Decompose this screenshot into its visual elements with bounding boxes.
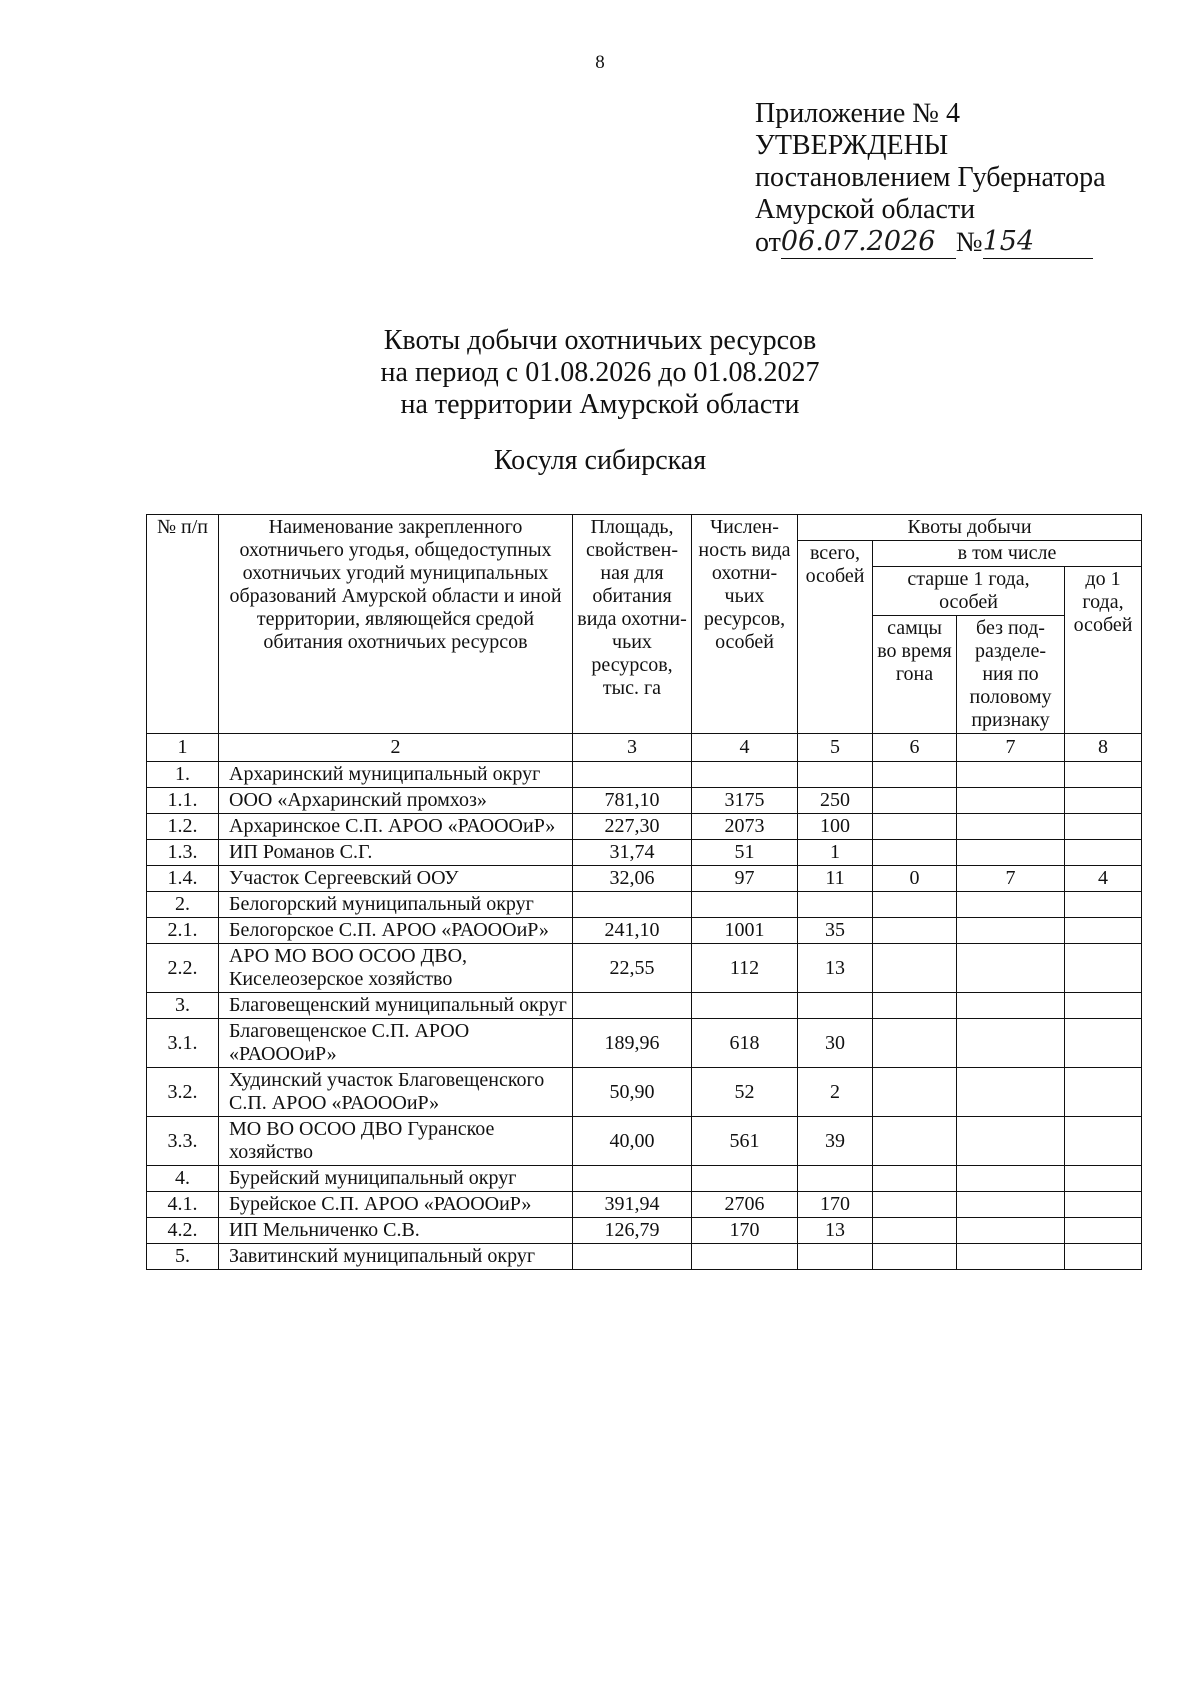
row-area: 32,06 [573, 866, 692, 892]
row-number: 2.2. [147, 944, 219, 993]
row-name: ИП Романов С.Г. [219, 840, 573, 866]
appendix-label: Приложение № 4 [755, 98, 960, 129]
row-males [873, 1192, 957, 1218]
table-row [147, 993, 1142, 1019]
row-males [873, 814, 957, 840]
row-nosex [957, 1218, 1065, 1244]
header-under1: до 1 года, особей [1065, 567, 1142, 734]
row-males [873, 1218, 957, 1244]
row-under1 [1065, 993, 1142, 1019]
row-area: 40,00 [573, 1117, 692, 1166]
date-prefix: от [755, 227, 781, 258]
header-name: Наименование закрепленного охотничьего угодья, общедоступных охотничьих угодий муниципальных образований Амурской области и иной территории, являющейся средой обитания охотничьих ресурсов [219, 515, 573, 734]
approved-label: УТВЕРЖДЕНЫ [755, 130, 949, 161]
row-under1 [1065, 788, 1142, 814]
page-number: 8 [595, 52, 605, 73]
row-total [798, 762, 873, 788]
number-prefix: № [955, 227, 983, 258]
row-population [692, 1244, 798, 1270]
row-population: 2073 [692, 814, 798, 840]
row-population [692, 993, 798, 1019]
row-males: 0 [873, 866, 957, 892]
row-under1 [1065, 1068, 1142, 1117]
col-number: 5 [798, 734, 873, 762]
header-older: старше 1 года, особей [873, 567, 1065, 616]
row-nosex [957, 788, 1065, 814]
row-name: АРО МО ВОО ОСОО ДВО, Киселеозерское хозяйство [219, 944, 573, 993]
row-number: 3. [147, 993, 219, 1019]
row-population: 618 [692, 1019, 798, 1068]
row-total: 11 [798, 866, 873, 892]
row-total: 1 [798, 840, 873, 866]
row-population [692, 892, 798, 918]
header-num: № п/п [147, 515, 219, 734]
row-population [692, 1166, 798, 1192]
row-number: 3.1. [147, 1019, 219, 1068]
table-row [147, 1244, 1142, 1270]
row-under1 [1065, 1218, 1142, 1244]
row-name: Архаринское С.П. АРОО «РАОООиР» [219, 814, 573, 840]
row-population: 97 [692, 866, 798, 892]
row-number: 4.1. [147, 1192, 219, 1218]
row-nosex [957, 892, 1065, 918]
header-including: в том числе [873, 541, 1142, 567]
quota-table [146, 514, 1142, 1270]
table-row [147, 1019, 1142, 1068]
row-total: 100 [798, 814, 873, 840]
row-nosex [957, 1068, 1065, 1117]
row-nosex [957, 840, 1065, 866]
row-name: Благовещенское С.П. АРОО «РАОООиР» [219, 1019, 573, 1068]
row-nosex [957, 918, 1065, 944]
table-row [147, 814, 1142, 840]
region-label: Амурской области [755, 194, 976, 225]
header-population: Числен-ность вида охотни-чьих ресурсов, особей [692, 515, 798, 734]
row-nosex: 7 [957, 866, 1065, 892]
row-number: 5. [147, 1244, 219, 1270]
header-area: Площадь, свойствен-ная для обитания вида охотни-чьих ресурсов, тыс. га [573, 515, 692, 734]
row-number: 3.3. [147, 1117, 219, 1166]
row-number: 1.2. [147, 814, 219, 840]
row-population: 51 [692, 840, 798, 866]
row-total: 250 [798, 788, 873, 814]
row-name: Белогорское С.П. АРОО «РАОООиР» [219, 918, 573, 944]
row-nosex [957, 1192, 1065, 1218]
row-number: 4. [147, 1166, 219, 1192]
row-name: Худинский участок Благовещенского С.П. АРОО «РАОООиР» [219, 1068, 573, 1117]
table-row [147, 1192, 1142, 1218]
approval-block [755, 98, 1106, 259]
col-number: 8 [1065, 734, 1142, 762]
header-total: всего, особей [798, 541, 873, 734]
row-males [873, 918, 957, 944]
table-row [147, 1218, 1142, 1244]
row-population: 1001 [692, 918, 798, 944]
row-under1 [1065, 762, 1142, 788]
table-row [147, 944, 1142, 993]
table-row [147, 1068, 1142, 1117]
row-number: 1.3. [147, 840, 219, 866]
row-under1 [1065, 814, 1142, 840]
row-area: 22,55 [573, 944, 692, 993]
date-number-line [755, 226, 1106, 259]
row-males [873, 1019, 957, 1068]
table-row [147, 840, 1142, 866]
row-number: 2.1. [147, 918, 219, 944]
row-area: 189,96 [573, 1019, 692, 1068]
row-under1 [1065, 1117, 1142, 1166]
row-males [873, 762, 957, 788]
row-area [573, 762, 692, 788]
row-area [573, 993, 692, 1019]
row-nosex [957, 993, 1065, 1019]
row-area: 391,94 [573, 1192, 692, 1218]
row-area: 781,10 [573, 788, 692, 814]
row-number: 1.1. [147, 788, 219, 814]
row-population [692, 762, 798, 788]
row-number: 1. [147, 762, 219, 788]
header-males: самцы во время гона [873, 616, 957, 734]
table-row [147, 788, 1142, 814]
row-population: 52 [692, 1068, 798, 1117]
row-number: 2. [147, 892, 219, 918]
row-name: МО ВО ОСОО ДВО Гуранское хозяйство [219, 1117, 573, 1166]
row-total [798, 993, 873, 1019]
row-area [573, 892, 692, 918]
row-total [798, 1244, 873, 1270]
row-name: Благовещенский муниципальный округ [219, 993, 573, 1019]
col-number: 1 [147, 734, 219, 762]
row-population: 561 [692, 1117, 798, 1166]
row-name: Бурейское С.П. АРОО «РАОООиР» [219, 1192, 573, 1218]
row-under1 [1065, 1244, 1142, 1270]
col-number: 3 [573, 734, 692, 762]
col-number: 4 [692, 734, 798, 762]
row-area: 227,30 [573, 814, 692, 840]
row-population: 2706 [692, 1192, 798, 1218]
table-row [147, 892, 1142, 918]
row-population: 170 [692, 1218, 798, 1244]
row-total: 30 [798, 1019, 873, 1068]
species-heading: Косуля сибирская [493, 445, 707, 476]
row-under1 [1065, 1192, 1142, 1218]
col-number: 7 [957, 734, 1065, 762]
row-area: 50,90 [573, 1068, 692, 1117]
row-name: Белогорский муниципальный округ [219, 892, 573, 918]
table-row [147, 762, 1142, 788]
row-under1 [1065, 1166, 1142, 1192]
row-number: 1.4. [147, 866, 219, 892]
row-population: 3175 [692, 788, 798, 814]
header-nosex: без под-разделе-ния по половому признаку [957, 616, 1065, 734]
row-under1: 4 [1065, 866, 1142, 892]
row-area [573, 1244, 692, 1270]
table-row [147, 918, 1142, 944]
row-area: 241,10 [573, 918, 692, 944]
row-nosex [957, 1019, 1065, 1068]
row-males [873, 1244, 957, 1270]
row-under1 [1065, 1019, 1142, 1068]
row-males [873, 944, 957, 993]
row-under1 [1065, 892, 1142, 918]
row-males [873, 788, 957, 814]
row-total [798, 892, 873, 918]
row-total: 13 [798, 1218, 873, 1244]
handwritten-number: 154 [982, 226, 1035, 257]
row-total: 13 [798, 944, 873, 993]
row-nosex [957, 762, 1065, 788]
row-area: 126,79 [573, 1218, 692, 1244]
table-row [147, 1117, 1142, 1166]
col-number: 2 [219, 734, 573, 762]
row-males [873, 840, 957, 866]
row-males [873, 892, 957, 918]
title-line-3: на территории Амурской области [400, 389, 800, 420]
row-nosex [957, 814, 1065, 840]
table-row [147, 1166, 1142, 1192]
row-males [873, 1068, 957, 1117]
row-name: Участок Сергеевский ООУ [219, 866, 573, 892]
title-line-1: Квоты добычи охотничьих ресурсов [383, 325, 817, 356]
document-title [0, 325, 1200, 421]
row-population: 112 [692, 944, 798, 993]
row-area [573, 1166, 692, 1192]
table-row [147, 866, 1142, 892]
row-name: ООО «Архаринский промхоз» [219, 788, 573, 814]
row-nosex [957, 944, 1065, 993]
row-males [873, 993, 957, 1019]
row-total: 39 [798, 1117, 873, 1166]
row-nosex [957, 1244, 1065, 1270]
row-number: 3.2. [147, 1068, 219, 1117]
row-total: 2 [798, 1068, 873, 1117]
header-quotas: Квоты добычи [798, 515, 1142, 541]
col-number: 6 [873, 734, 957, 762]
row-males [873, 1117, 957, 1166]
row-total: 170 [798, 1192, 873, 1218]
row-name: Архаринский муниципальный округ [219, 762, 573, 788]
row-under1 [1065, 840, 1142, 866]
row-under1 [1065, 918, 1142, 944]
row-number: 4.2. [147, 1218, 219, 1244]
row-under1 [1065, 944, 1142, 993]
column-number-row [147, 734, 1142, 762]
decree-label: постановлением Губернатора [755, 162, 1106, 193]
row-nosex [957, 1117, 1065, 1166]
row-name: Бурейский муниципальный округ [219, 1166, 573, 1192]
row-total: 35 [798, 918, 873, 944]
row-males [873, 1166, 957, 1192]
title-line-2: на период с 01.08.2026 до 01.08.2027 [380, 357, 820, 388]
row-nosex [957, 1166, 1065, 1192]
row-total [798, 1166, 873, 1192]
row-area: 31,74 [573, 840, 692, 866]
row-name: Завитинский муниципальный округ [219, 1244, 573, 1270]
handwritten-date: 06.07.2026 [780, 226, 936, 257]
row-name: ИП Мельниченко С.В. [219, 1218, 573, 1244]
